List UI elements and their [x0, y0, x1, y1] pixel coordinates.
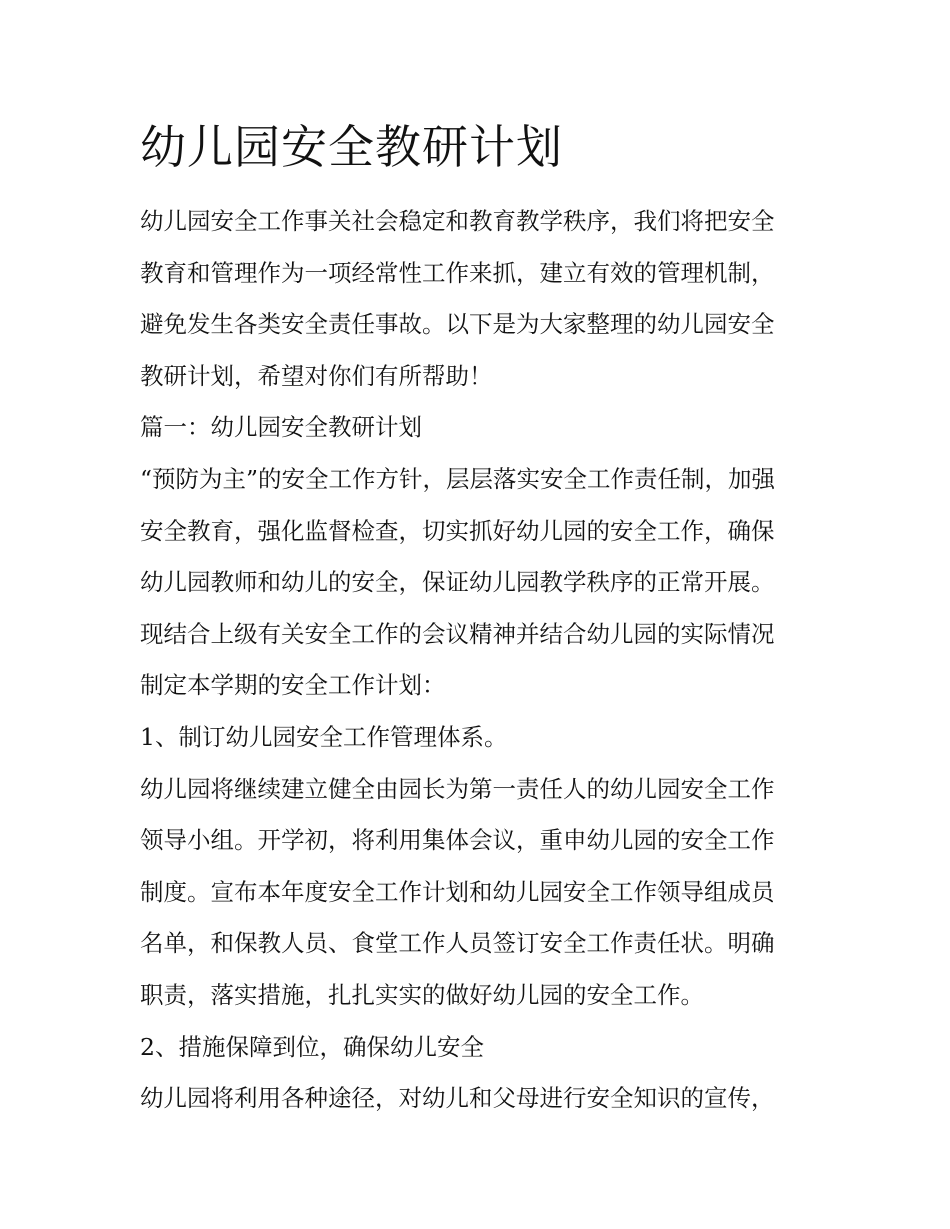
text-line-intro-2: 教育和管理作为一项经常性工作来抓，建立有效的管理机制， [140, 258, 775, 287]
text-line-policy-2: 安全教育，强化监督检查，切实抓好幼儿园的安全工作，确保 [140, 516, 775, 545]
text-line-intro-4: 教研计划，希望对你们有所帮助！ [140, 361, 493, 390]
text-line-item1-5: 职责，落实措施，扎扎实实的做好幼儿园的安全工作。 [140, 980, 704, 1009]
text-line-policy-1: “预防为主”的安全工作方针，层层落实安全工作责任制，加强 [140, 464, 776, 493]
text-line-intro-3: 避免发生各类安全责任事故。以下是为大家整理的幼儿园安全 [140, 310, 775, 339]
text-line-policy-3: 幼儿园教师和幼儿的安全，保证幼儿园教学秩序的正常开展。 [140, 568, 775, 597]
text-line-policy-5: 制定本学期的安全工作计划： [140, 671, 446, 700]
text-line-item1-3: 制度。宣布本年度安全工作计划和幼儿园安全工作领导组成员 [140, 877, 775, 906]
list-heading-1: 1、制订幼儿园安全工作管理体系。 [140, 722, 508, 751]
document-body [140, 196, 820, 1125]
text-line-item1-2: 领导小组。开学初，将利用集体会议，重申幼儿园的安全工作 [140, 826, 775, 855]
document-page [140, 112, 820, 1125]
text-line-policy-4: 现结合上级有关安全工作的会议精神并结合幼儿园的实际情况 [140, 619, 775, 648]
list-heading-2: 2、措施保障到位，确保幼儿安全 [140, 1032, 484, 1061]
text-line-item1-4: 名单，和保教人员、食堂工作人员签订安全工作责任状。明确 [140, 929, 775, 958]
section-heading-part-one: 篇一：幼儿园安全教研计划 [140, 413, 422, 442]
document-title: 幼儿园安全教研计划 [140, 120, 563, 174]
text-line-item1-1: 幼儿园将继续建立健全由园长为第一责任人的幼儿园安全工作 [140, 774, 775, 803]
text-line-item2-1: 幼儿园将利用各种途径，对幼儿和父母进行安全知识的宣传， [140, 1084, 775, 1113]
text-line-intro-1: 幼儿园安全工作事关社会稳定和教育教学秩序，我们将把安全 [140, 207, 775, 235]
